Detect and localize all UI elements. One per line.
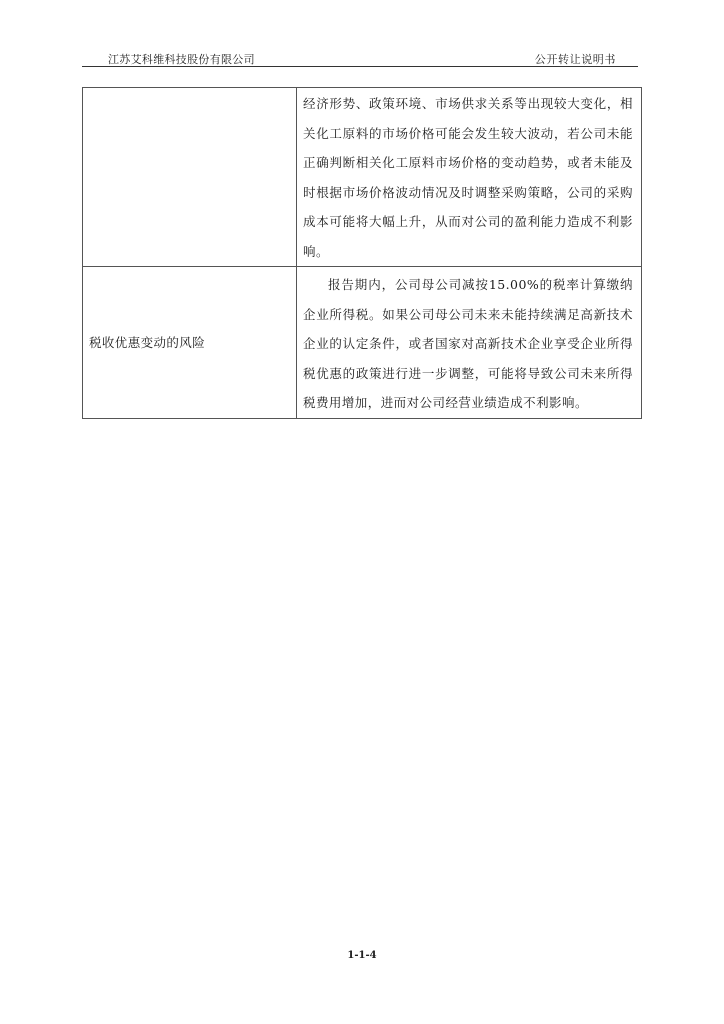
risk-description-cell: [297, 267, 642, 419]
header-company-name: 江苏艾科维科技股份有限公司: [108, 53, 255, 66]
risk-description: 报告期内，公司母公司减按15.00%的税率计算缴纳企业所得税。如果公司母公司未来未能持续满足高新技术企业的认定条件，或者国家对高新技术企业享受企业所得税优惠的政策进行进一步调整，可能将导致公司未来所得税费用增加，进而对公司经营业绩造成不利影响。: [303, 277, 633, 410]
risk-name: 税收优惠变动的风险: [89, 334, 206, 350]
page-header: [82, 48, 638, 67]
page-number: 1-1-4: [347, 950, 377, 961]
risk-name-cell: [83, 88, 297, 267]
risk-description: 经济形势、政策环境、市场供求关系等出现较大变化，相关化工原料的市场价格可能会发生较大波动，若公司未能正确判断相关化工原料市场价格的变动趋势，或者未能及时根据市场价格波动情况及时调整采购策略，公司的采购成本可能将大幅上升，从而对公司的盈利能力造成不利影响。: [303, 96, 633, 259]
risk-name-cell: [83, 267, 297, 419]
risk-row: [83, 267, 642, 419]
risk-description-cell: [297, 88, 642, 267]
risk-row: [83, 88, 642, 267]
header-document-type: 公开转让说明书: [534, 53, 616, 66]
risk-table: [82, 87, 642, 419]
